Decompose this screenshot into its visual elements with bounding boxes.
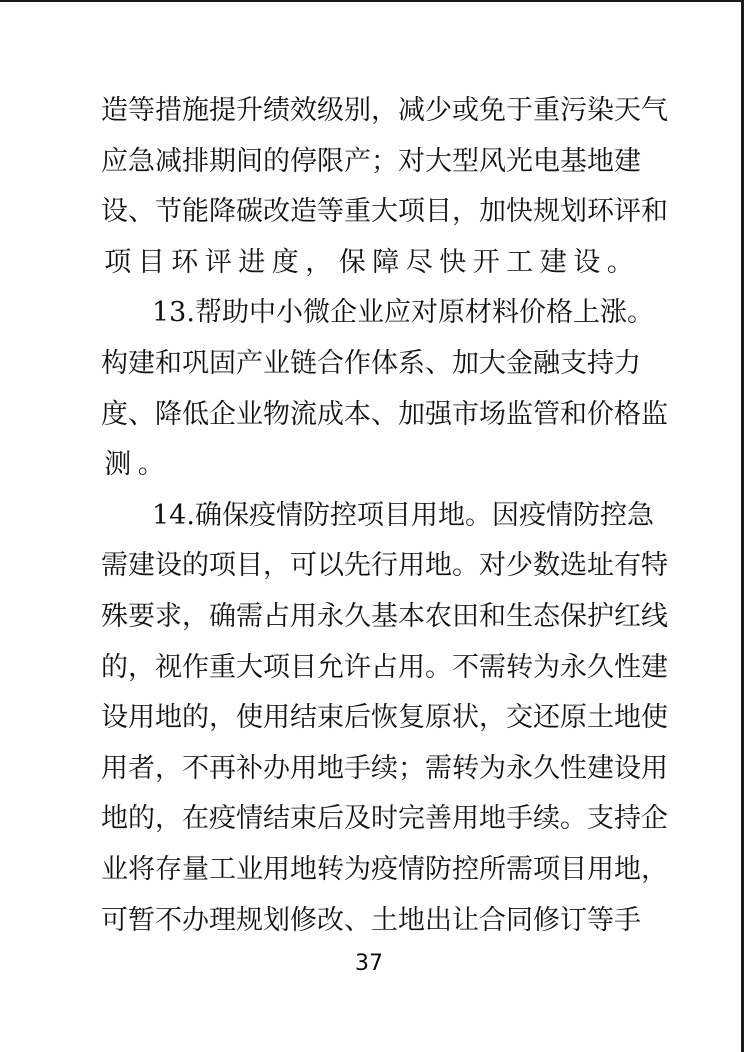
page-number: 37 (355, 951, 383, 976)
text-line: 14. 确 保 疫 情 防 控 项 目 用 地 。 因 疫 情 防 控 急 (152, 499, 654, 531)
text-line: 的 ， 视 作 重 大 项 目 允 许 占 用 。 不 需 转 为 永 久 性 建 (101, 651, 668, 683)
text-line: 需 建 设 的 项 目 ， 可 以 先 行 用 地 。 对 少 数 选 址 有 特 (101, 550, 668, 582)
text-line: 可 暂 不 办 理 规 划 修 改 、 土 地 出 让 合 同 修 订 等 手 (101, 904, 641, 936)
text-line: 度 、 降 低 企 业 物 流 成 本 、 加 强 市 场 监 管 和 价 格 监 (101, 398, 668, 430)
text-line: 应 急 减 排 期 间 的 停 限 产 ； 对 大 型 风 光 电 基 地 建 (101, 145, 641, 177)
text-line: 13. 帮 助 中 小 微 企 业 应 对 原 材 料 价 格 上 涨 。 (152, 297, 654, 329)
text-line: 业 将 存 量 工 业 用 地 转 为 疫 情 防 控 所 需 项 目 用 地 ， (101, 853, 668, 885)
text-line: 项 目 环 评 进 度 ， 保 障 尽 快 开 工 建 设 。 (104, 246, 634, 278)
text-line: 地 的 ， 在 疫 情 结 束 后 及 时 完 善 用 地 手 续 。 支 持 企 (101, 803, 668, 835)
text-line: 设 、 节 能 降 碳 改 造 等 重 大 项 目 ， 加 快 规 划 环 评 和 (101, 196, 668, 228)
text-line: 殊 要 求 ， 确 需 占 用 永 久 基 本 农 田 和 生 态 保 护 红 线 (101, 600, 668, 632)
text-line: 造 等 措 施 提 升 绩 效 级 别 ， 减 少 或 免 于 重 污 染 天 气 (101, 95, 668, 126)
text-line: 设 用 地 的 ， 使 用 结 束 后 恢 复 原 状 ， 交 还 原 土 地 使 (101, 702, 668, 734)
text-line: 用 者 ， 不 再 补 办 用 地 手 续 ； 需 转 为 永 久 性 建 设 用 (101, 752, 668, 784)
body-text (101, 86, 668, 946)
text-line: 构 建 和 巩 固 产 业 链 合 作 体 系 、 加 大 金 融 支 持 力 (101, 347, 641, 379)
text-line: 测 。 (104, 449, 165, 481)
